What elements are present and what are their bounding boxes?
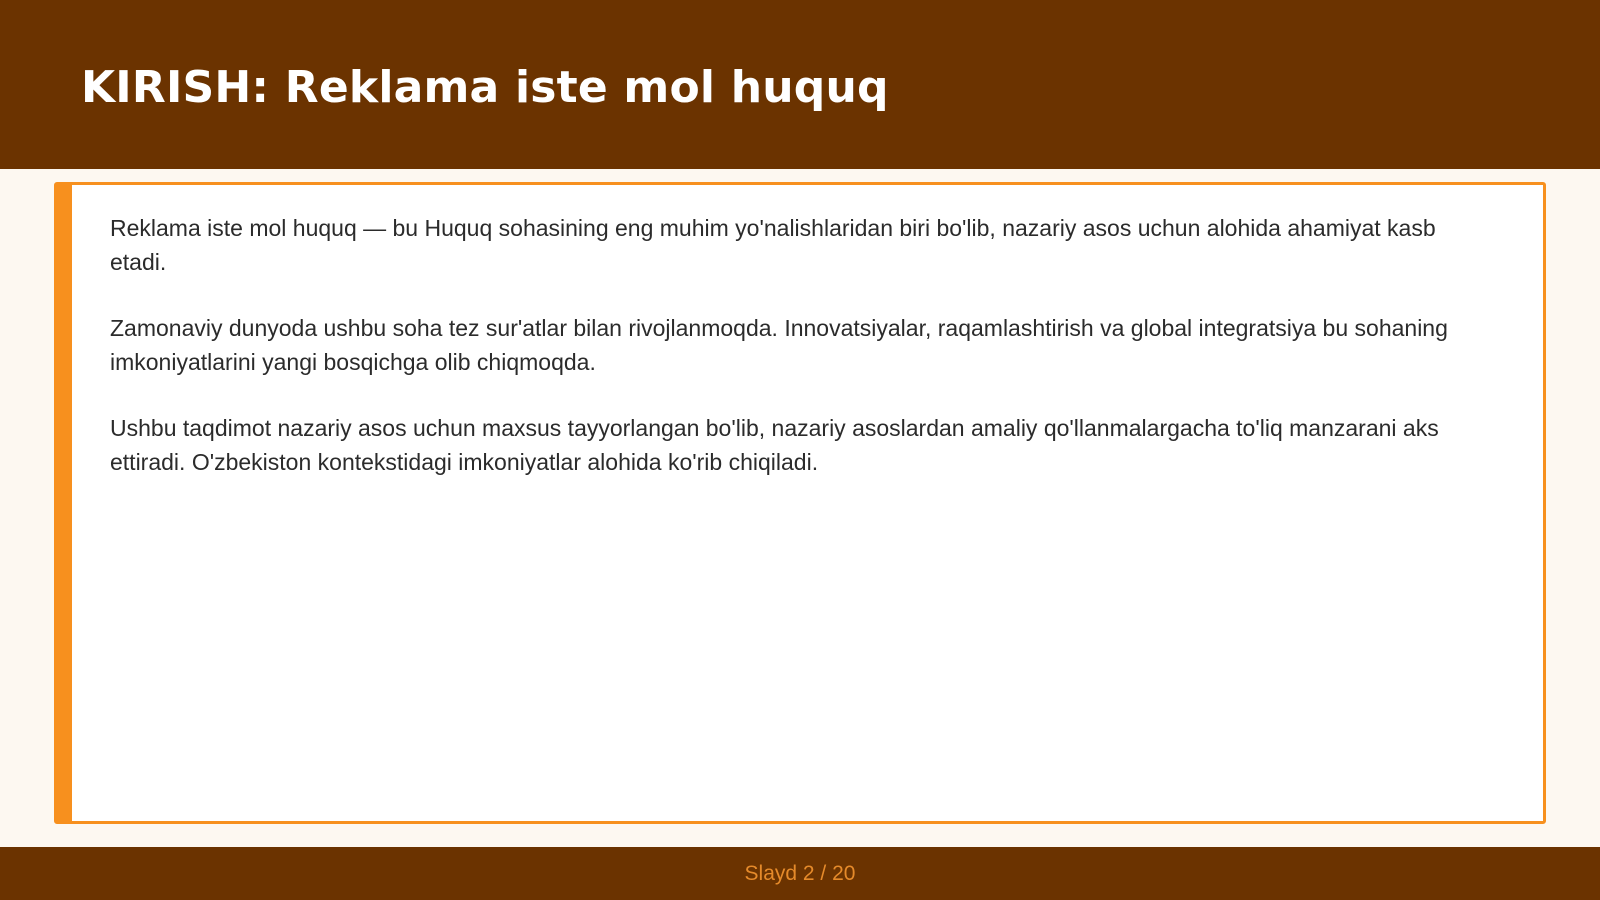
slide-counter: Slayd 2 / 20	[744, 862, 856, 885]
slide-title: KIRISH: Reklama iste mol huquq	[81, 62, 889, 113]
content-text-block	[110, 211, 1490, 511]
content-card	[54, 182, 1546, 824]
slide-footer	[0, 847, 1600, 900]
paragraph-3: Ushbu taqdimot nazariy asos uchun maxsus tayyorlangan bo'lib, nazariy asoslardan amaliy qo'llanmalargacha to'liq manzarani aks ettiradi. O'zbekiston kontekstidagi imkoniyatlar alohida ko'rib chiqiladi.	[110, 415, 1439, 475]
slide-header	[0, 0, 1600, 169]
paragraph-2: Zamonaviy dunyoda ushbu soha tez sur'atlar bilan rivojlanmoqda. Innovatsiyalar, raqamlashtirish va global integratsiya bu sohaning imkoniyatlarini yangi bosqichga olib chiqmoqda.	[110, 315, 1448, 375]
paragraph-1: Reklama iste mol huquq — bu Huquq sohasining eng muhim yo'nalishlaridan biri bo'lib, nazariy asos uchun alohida ahamiyat kasb etadi.	[110, 215, 1436, 275]
